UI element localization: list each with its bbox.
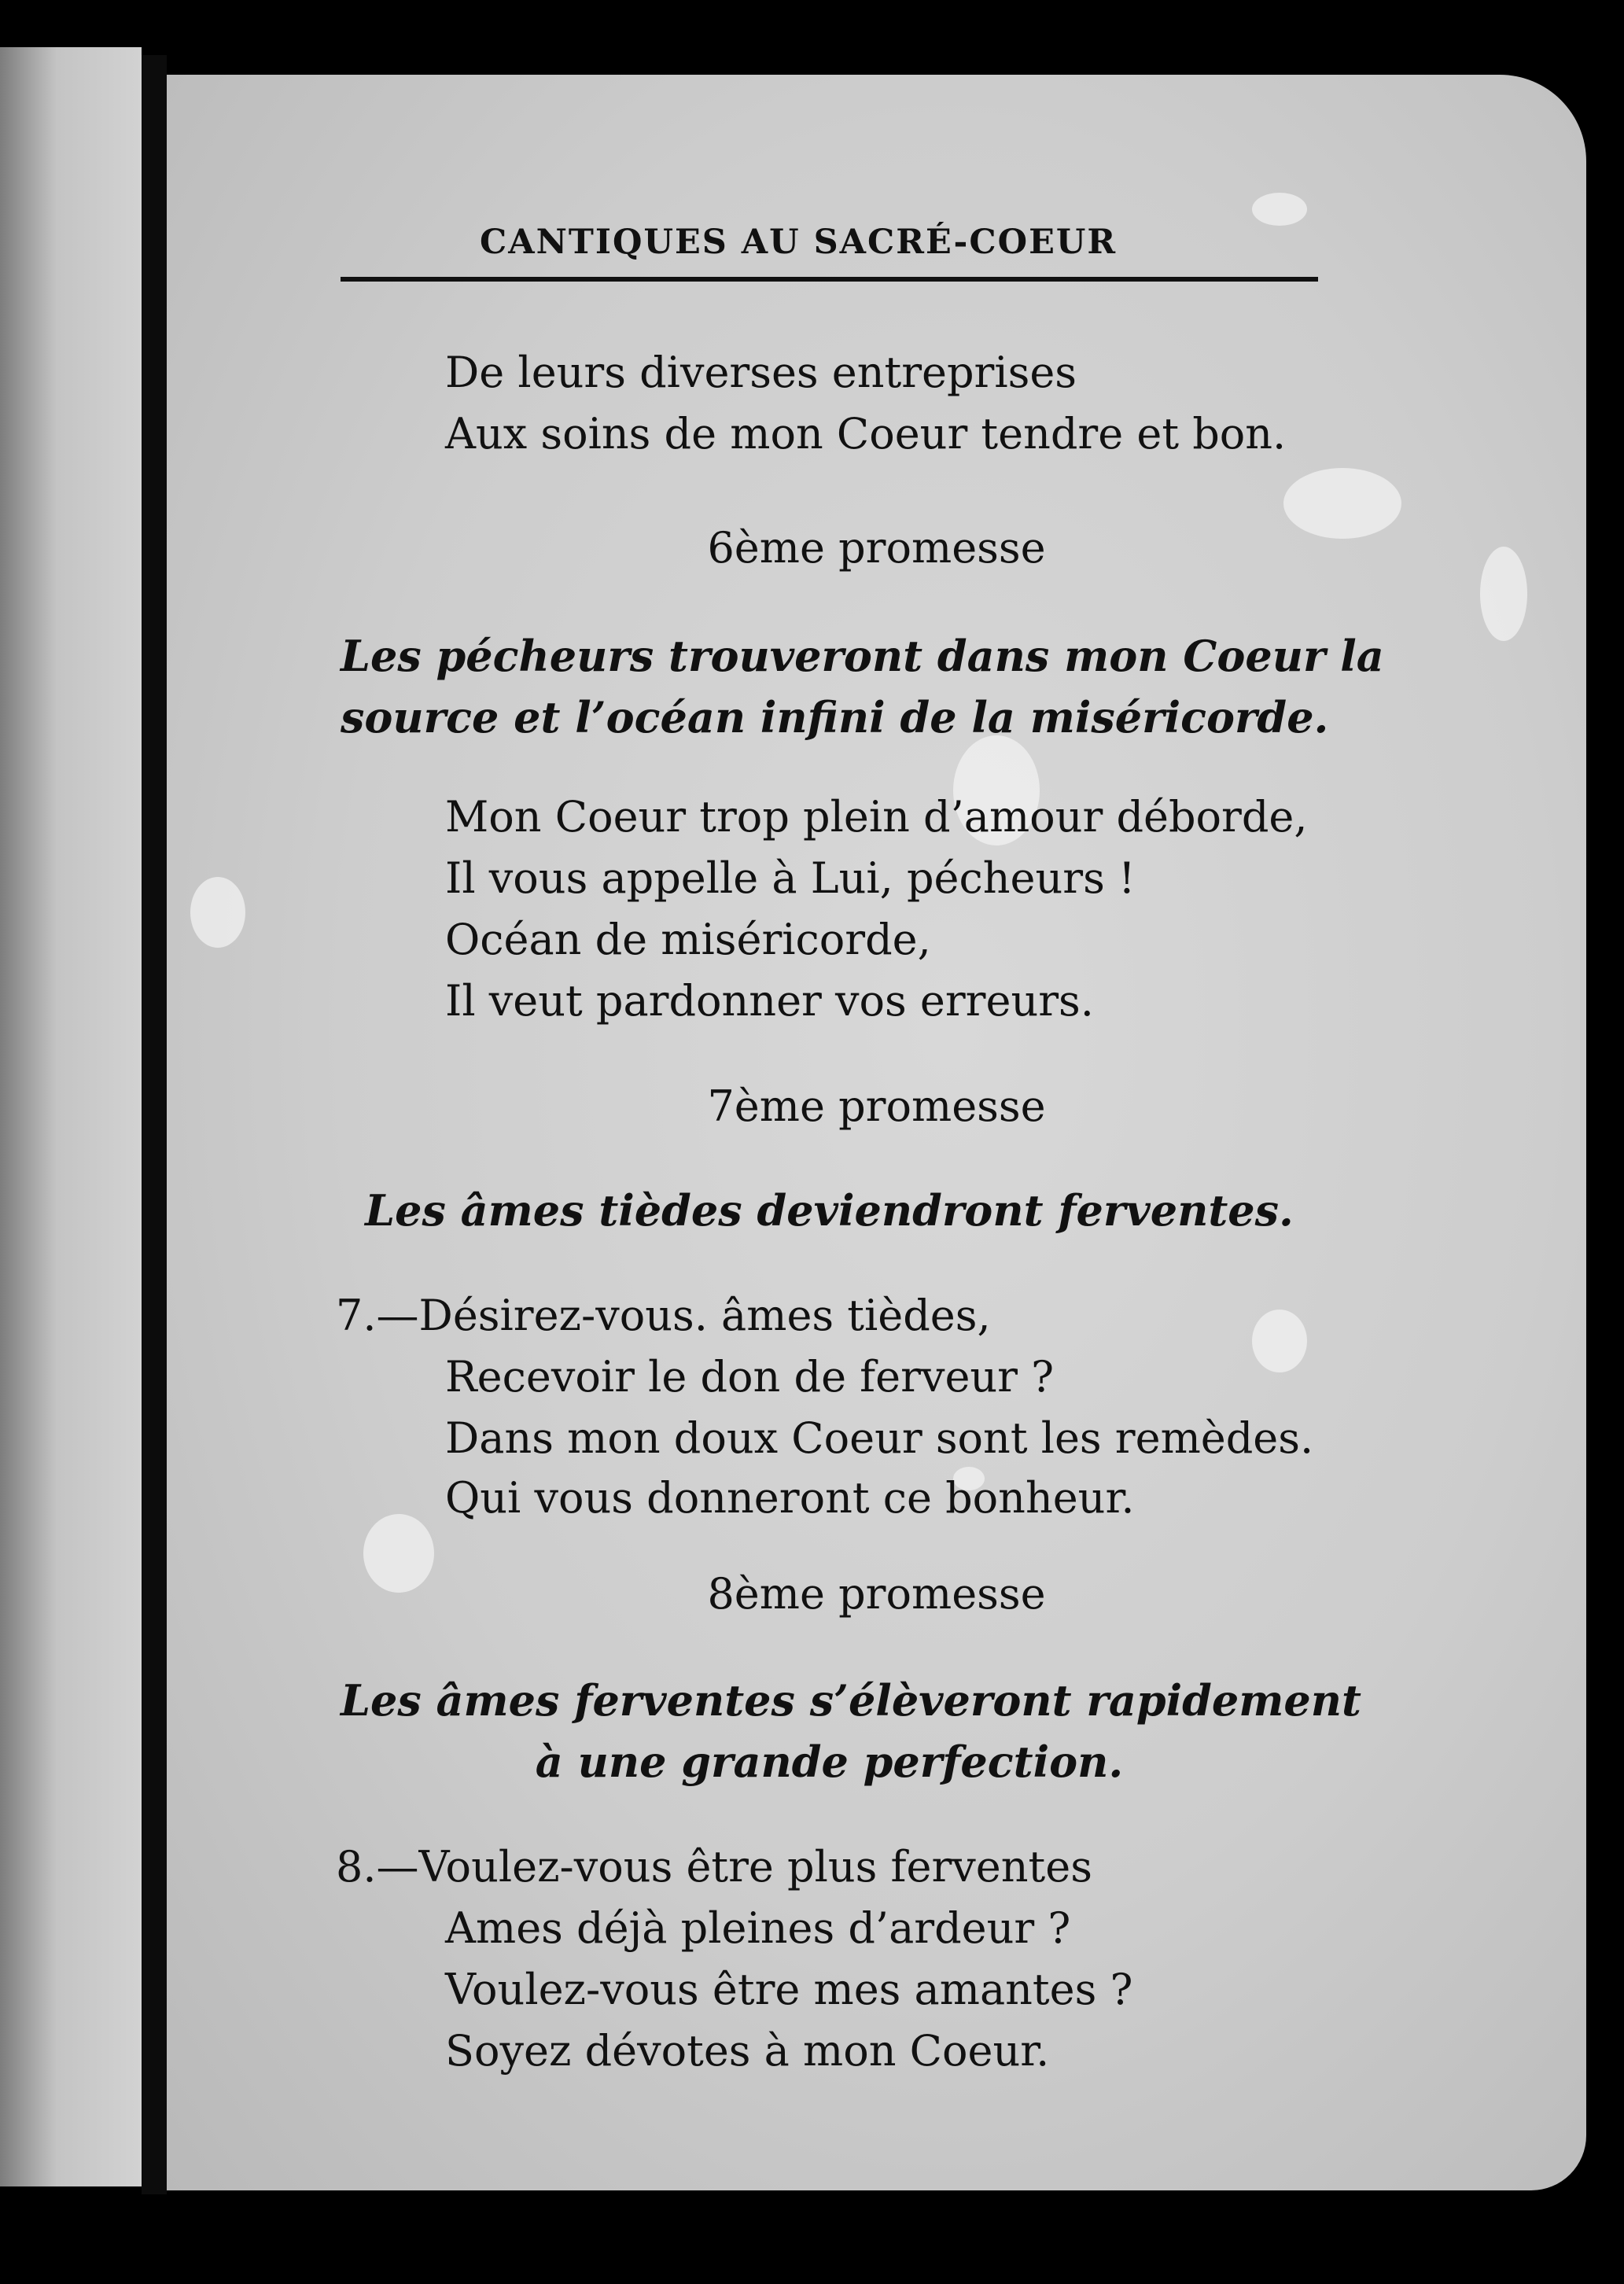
verse-line: Ames déjà pleines d’ardeur ?: [445, 1903, 1071, 1953]
verse-line: Voulez-vous être mes amantes ?: [445, 1965, 1133, 2014]
promise-text-line: Les pécheurs trouveront dans mon Coeur la: [341, 631, 1384, 681]
running-head: CANTIQUES AU SACRÉ-COEUR: [480, 223, 1118, 262]
verse-line: 7.—Désirez-vous. âmes tièdes,: [336, 1291, 991, 1340]
promise-heading: 7ème promesse: [707, 1081, 1046, 1131]
promise-text-line: Les âmes tièdes deviendront ferventes.: [365, 1185, 1294, 1236]
paper-speck: [1252, 1310, 1307, 1372]
promise-text-line: source et l’océan infini de la miséricorde.: [341, 692, 1329, 742]
header-rule: [341, 277, 1318, 282]
paper-speck: [1252, 193, 1307, 226]
verse-line: Qui vous donneront ce bonheur.: [445, 1473, 1135, 1523]
verse-line: Soyez dévotes à mon Coeur.: [445, 2026, 1050, 2076]
book-gutter: [142, 55, 167, 2194]
paper-speck: [190, 877, 245, 948]
verse-line: Aux soins de mon Coeur tendre et bon.: [445, 409, 1287, 459]
left-page-edge: [0, 47, 142, 2186]
verse-line: Recevoir le don de ferveur ?: [445, 1352, 1055, 1402]
verse-line: Il vous appelle à Lui, pécheurs !: [445, 853, 1136, 903]
verse-line: 8.—Voulez-vous être plus ferventes: [336, 1842, 1092, 1892]
promise-text-line: Les âmes ferventes s’élèveront rapidement: [341, 1675, 1361, 1726]
verse-line: Océan de miséricorde,: [445, 915, 931, 964]
promise-heading: 8ème promesse: [707, 1569, 1046, 1619]
promise-text-line: à une grande perfection.: [535, 1737, 1124, 1787]
verse-line: De leurs diverses entreprises: [445, 348, 1077, 397]
verse-line: Mon Coeur trop plein d’amour déborde,: [445, 792, 1308, 842]
promise-heading: 6ème promesse: [707, 523, 1046, 573]
verse-line: Dans mon doux Coeur sont les remèdes.: [445, 1413, 1314, 1463]
verse-line: Il veut pardonner vos erreurs.: [445, 976, 1094, 1026]
